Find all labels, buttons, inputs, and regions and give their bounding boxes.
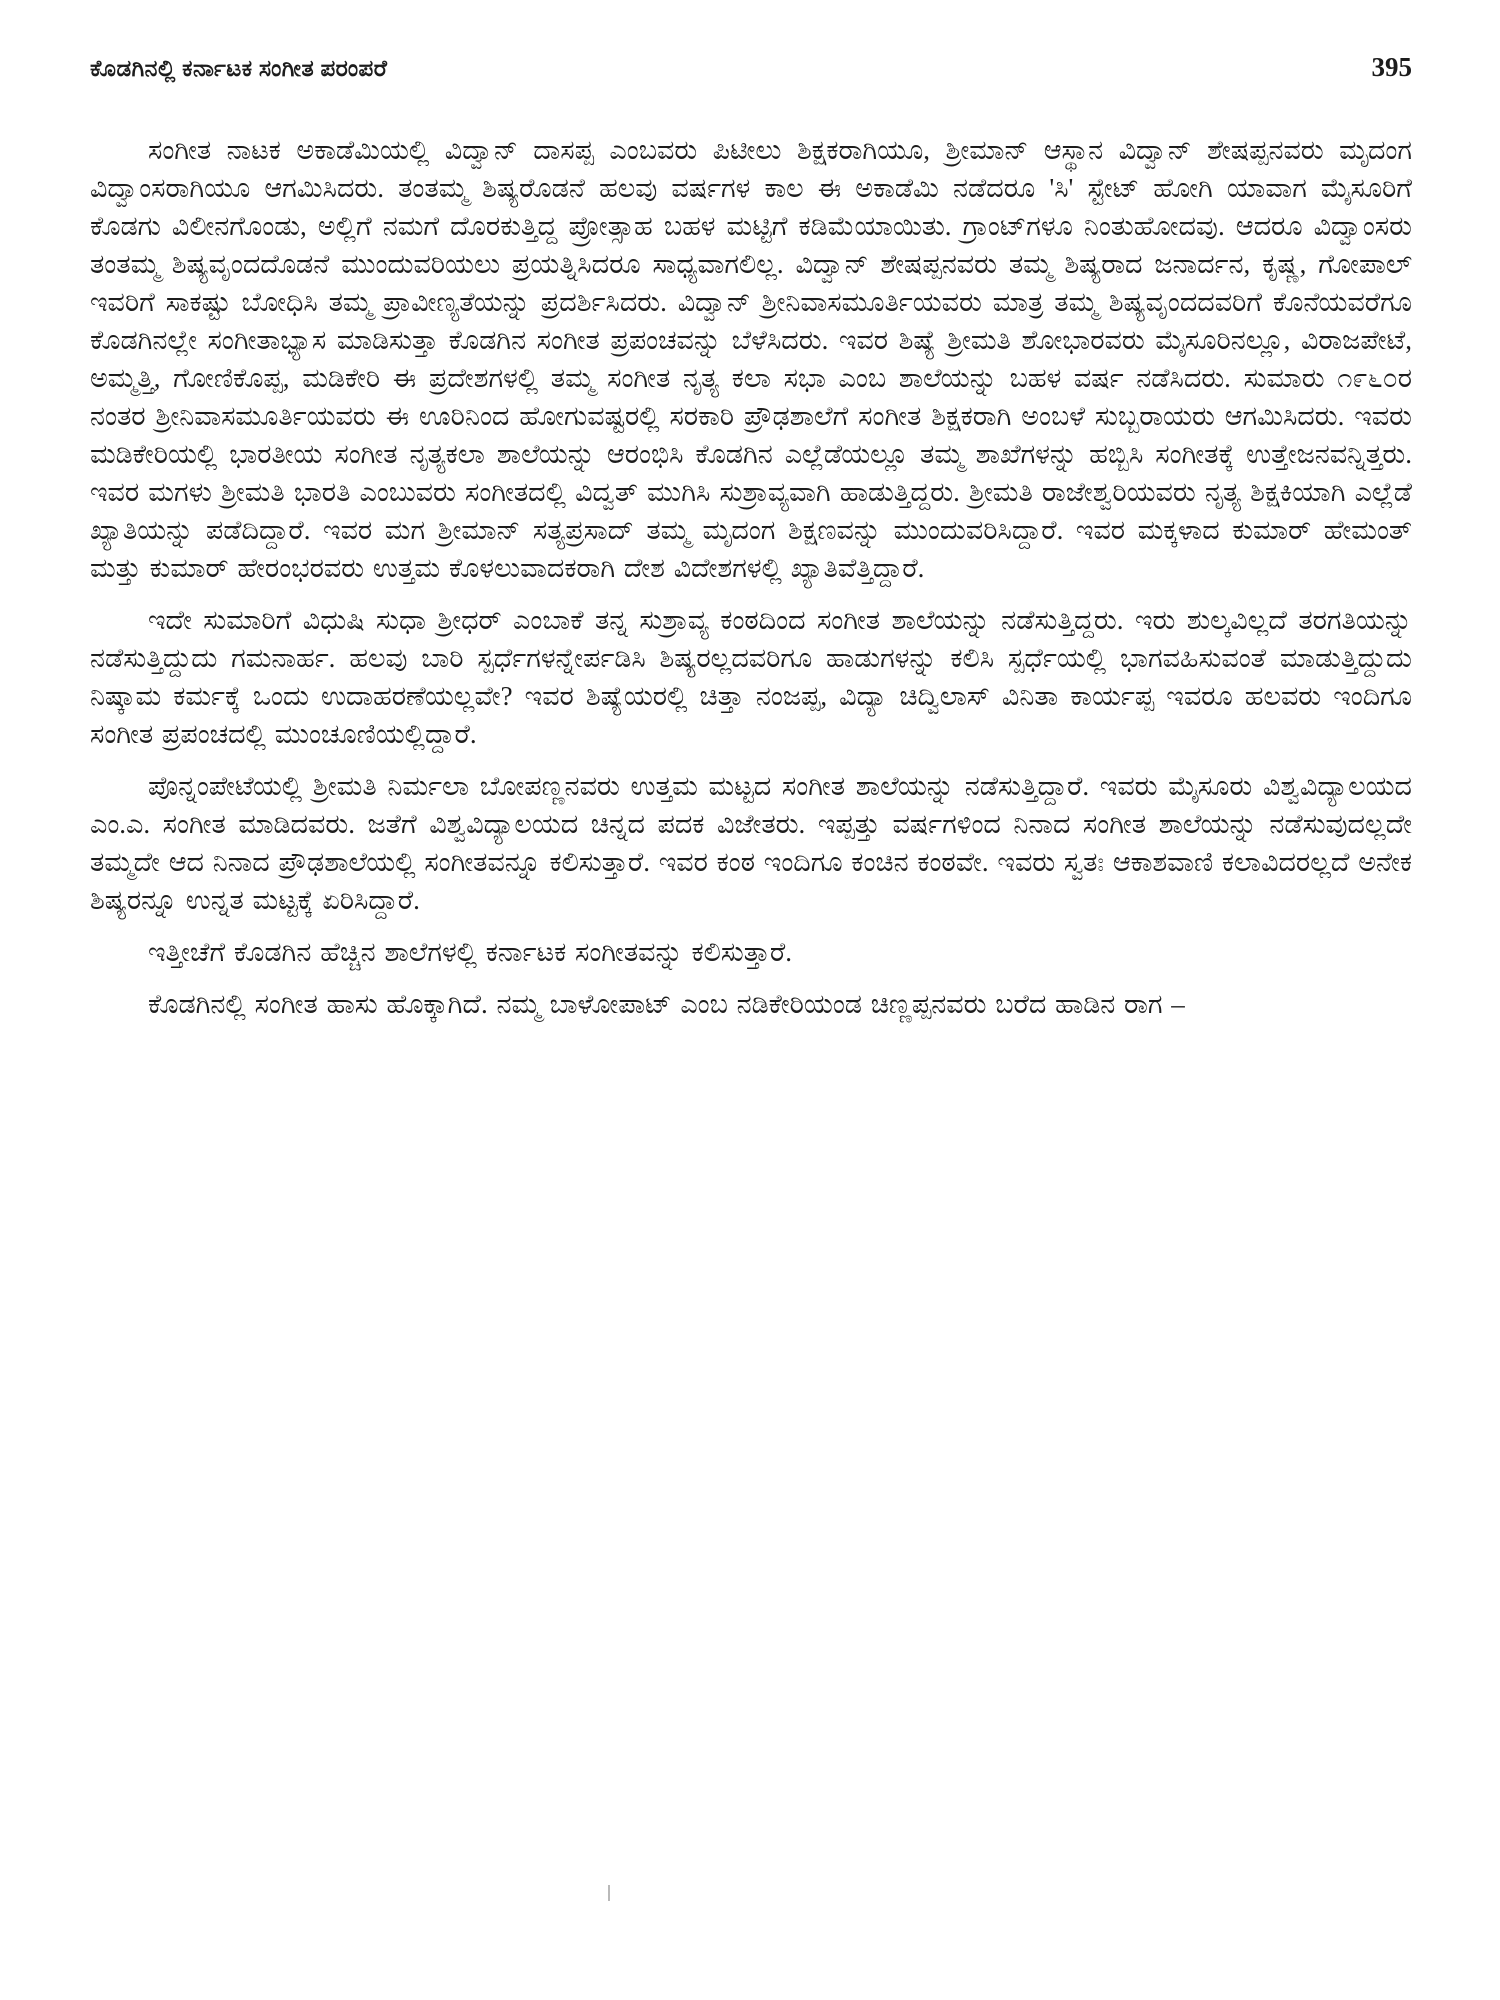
page-number: 395: [1371, 52, 1412, 82]
paragraph: ಕೊಡಗಿನಲ್ಲಿ ಸಂಗೀತ ಹಾಸು ಹೊಕ್ಕಾಗಿದೆ. ನಮ್ಮ ಬಾಳೋಪಾಟ್ ಎಂಬ ನಡಿಕೇರಿಯಂಡ ಚಿಣ್ಣಪ್ಪನವರು ಬರೆದ ಹಾಡಿನ ರಾಗ –: [148, 989, 1185, 1019]
paragraph: ಇದೇ ಸುಮಾರಿಗೆ ವಿಧುಷಿ ಸುಧಾ ಶ್ರೀಧರ್ ಎಂಬಾಕೆ ತನ್ನ ಸುಶ್ರಾವ್ಯ ಕಂಠದಿಂದ ಸಂಗೀತ ಶಾಲೆಯನ್ನು ನಡೆಸುತ್ತಿದ್ದರು. ಇರು ಶುಲ್ಕವಿಲ್ಲದೆ ತರಗತಿಯನ್ನು ನಡೆಸುತ್ತಿದ್ದುದು ಗಮನಾರ್ಹ. ಹಲವು ಬಾರಿ ಸ್ಪರ್ಧೆಗಳನ್ನೇರ್ಪಡಿಸಿ ಶಿಷ್ಯರಲ್ಲದವರಿಗೂ ಹಾಡುಗಳನ್ನು ಕಲಿಸಿ ಸ್ಪರ್ಧೆಯಲ್ಲಿ ಭಾಗವಹಿಸುವಂತೆ ಮಾಡುತ್ತಿದ್ದುದು ನಿಷ್ಕಾಮ ಕರ್ಮಕ್ಕೆ ಒಂದು ಉದಾಹರಣೆಯಲ್ಲವೇ? ಇವರ ಶಿಷ್ಯೆಯರಲ್ಲಿ ಚಿತ್ತಾ ನಂಜಪ್ಪ, ವಿದ್ಯಾ ಚಿದ್ವಿಲಾಸ್ ವಿನಿತಾ ಕಾರ್ಯಪ್ಪ ಇವರೂ ಹಲವರು ಇಂದಿಗೂ ಸಂಗೀತ ಪ್ರಪಂಚದಲ್ಲಿ ಮುಂಚೂಣಿಯಲ್ಲಿದ್ದಾರೆ.: [90, 605, 1412, 749]
running-title: ಕೊಡಗಿನಲ್ಲಿ ಕರ್ನಾಟಕ ಸಂಗೀತ ಪರಂಪರೆ: [90, 56, 388, 81]
paragraph: ಸಂಗೀತ ನಾಟಕ ಅಕಾಡೆಮಿಯಲ್ಲಿ ವಿದ್ವಾನ್ ದಾಸಪ್ಪ ಎಂಬವರು ಪಿಟೀಲು ಶಿಕ್ಷಕರಾಗಿಯೂ, ಶ್ರೀಮಾನ್ ಆಸ್ಥಾನ ವಿದ್ವಾನ್ ಶೇಷಪ್ಪನವರು ಮೃದಂಗ ವಿದ್ವಾಂಸರಾಗಿಯೂ ಆಗಮಿಸಿದರು. ತಂತಮ್ಮ ಶಿಷ್ಯರೊಡನೆ ಹಲವು ವರ್ಷಗಳ ಕಾಲ ಈ ಅಕಾಡೆಮಿ ನಡೆದರೂ 'ಸಿ' ಸ್ಟೇಟ್ ಹೋಗಿ ಯಾವಾಗ ಮೈಸೂರಿಗೆ ಕೊಡಗು ವಿಲೀನಗೊಂಡು, ಅಲ್ಲಿಗೆ ನಮಗೆ ದೊರಕುತ್ತಿದ್ದ ಪ್ರೋತ್ಸಾಹ ಬಹಳ ಮಟ್ಟಿಗೆ ಕಡಿಮೆಯಾಯಿತು. ಗ್ರಾಂಟ್‌ಗಳೂ ನಿಂತುಹೋದವು. ಆದರೂ ವಿದ್ವಾಂಸರು ತಂತಮ್ಮ ಶಿಷ್ಯವೃಂದದೊಡನೆ ಮುಂದುವರಿಯಲು ಪ್ರಯತ್ನಿಸಿದರೂ ಸಾಧ್ಯವಾಗಲಿಲ್ಲ. ವಿದ್ವಾನ್ ಶೇಷಪ್ಪನವರು ತಮ್ಮ ಶಿಷ್ಯರಾದ ಜನಾರ್ದನ, ಕೃಷ್ಣ, ಗೋಪಾಲ್ ಇವರಿಗೆ ಸಾಕಷ್ಟು ಬೋಧಿಸಿ ತಮ್ಮ ಪ್ರಾವೀಣ್ಯತೆಯನ್ನು ಪ್ರದರ್ಶಿಸಿದರು. ವಿದ್ವಾನ್ ಶ್ರೀನಿವಾಸಮೂರ್ತಿಯವರು ಮಾತ್ರ ತಮ್ಮ ಶಿಷ್ಯವೃಂದದವರಿಗೆ ಕೊನೆಯವರೆಗೂ ಕೊಡಗಿನಲ್ಲೇ ಸಂಗೀತಾಭ್ಯಾಸ ಮಾಡಿಸುತ್ತಾ ಕೊಡಗಿನ ಸಂಗೀತ ಪ್ರಪಂಚವನ್ನು ಬೆಳೆಸಿದರು. ಇವರ ಶಿಷ್ಯೆ ಶ್ರೀಮತಿ ಶೋಭಾರವರು ಮೈಸೂರಿನಲ್ಲೂ, ವಿರಾಜಪೇಟೆ, ಅಮ್ಮತ್ತಿ, ಗೋಣಿಕೊಪ್ಪ, ಮಡಿಕೇರಿ ಈ ಪ್ರದೇಶಗಳಲ್ಲಿ ತಮ್ಮ ಸಂಗೀತ ನೃತ್ಯ ಕಲಾ ಸಭಾ ಎಂಬ ಶಾಲೆಯನ್ನು ಬಹಳ ವರ್ಷ ನಡೆಸಿದರು. ಸುಮಾರು ೧೯೬೦ರ ನಂತರ ಶ್ರೀನಿವಾಸಮೂರ್ತಿಯವರು ಈ ಊರಿನಿಂದ ಹೋಗುವಷ್ಟರಲ್ಲಿ ಸರಕಾರಿ ಪ್ರೌಢಶಾಲೆಗೆ ಸಂಗೀತ ಶಿಕ್ಷಕರಾಗಿ ಅಂಬಳೆ ಸುಬ್ಬರಾಯರು ಆಗಮಿಸಿದರು. ಇವರು ಮಡಿಕೇರಿಯಲ್ಲಿ ಭಾರತೀಯ ಸಂಗೀತ ನೃತ್ಯಕಲಾ ಶಾಲೆಯನ್ನು ಆರಂಭಿಸಿ ಕೊಡಗಿನ ಎಲ್ಲೆಡೆಯಲ್ಲೂ ತಮ್ಮ ಶಾಖೆಗಳನ್ನು ಹಬ್ಬಿಸಿ ಸಂಗೀತಕ್ಕೆ ಉತ್ತೇಜನವನ್ನಿತ್ತರು. ಇವರ ಮಗಳು ಶ್ರೀಮತಿ ಭಾರತಿ ಎಂಬುವರು ಸಂಗೀತದಲ್ಲಿ ವಿದ್ವತ್ ಮುಗಿಸಿ ಸುಶ್ರಾವ್ಯವಾಗಿ ಹಾಡುತ್ತಿದ್ದರು. ಶ್ರೀಮತಿ ರಾಜೇಶ್ವರಿಯವರು ನೃತ್ಯ ಶಿಕ್ಷಕಿಯಾಗಿ ಎಲ್ಲೆಡೆ ಖ್ಯಾತಿಯನ್ನು ಪಡೆದಿದ್ದಾರೆ. ಇವರ ಮಗ ಶ್ರೀಮಾನ್ ಸತ್ಯಪ್ರಸಾದ್ ತಮ್ಮ ಮೃದಂಗ ಶಿಕ್ಷಣವನ್ನು ಮುಂದುವರಿಸಿದ್ದಾರೆ. ಇವರ ಮಕ್ಕಳಾದ ಕುಮಾರ್ ಹೇಮಂತ್ ಮತ್ತು ಕುಮಾರ್ ಹೇರಂಭರವರು ಉತ್ತಮ ಕೊಳಲುವಾದಕರಾಗಿ ದೇಶ ವಿದೇಶಗಳಲ್ಲಿ ಖ್ಯಾತಿವೆತ್ತಿದ್ದಾರೆ.: [90, 135, 1412, 583]
page-header: [90, 52, 1412, 83]
paragraph: ಇತ್ತೀಚೆಗೆ ಕೊಡಗಿನ ಹೆಚ್ಚಿನ ಶಾಲೆಗಳಲ್ಲಿ ಕರ್ನಾಟಕ ಸಂಗೀತವನ್ನು ಕಲಿಸುತ್ತಾರೆ.: [148, 937, 792, 967]
body-text: [90, 131, 1412, 1023]
scan-artifact: [608, 1885, 610, 1901]
paragraph: ಪೊನ್ನಂಪೇಟೆಯಲ್ಲಿ ಶ್ರೀಮತಿ ನಿರ್ಮಲಾ ಬೋಪಣ್ಣನವರು ಉತ್ತಮ ಮಟ್ಟದ ಸಂಗೀತ ಶಾಲೆಯನ್ನು ನಡೆಸುತ್ತಿದ್ದಾರೆ. ಇವರು ಮೈಸೂರು ವಿಶ್ವವಿದ್ಯಾಲಯದ ಎಂ.ಎ. ಸಂಗೀತ ಮಾಡಿದವರು. ಜತೆಗೆ ವಿಶ್ವವಿದ್ಯಾಲಯದ ಚಿನ್ನದ ಪದಕ ವಿಜೇತರು. ಇಪ್ಪತ್ತು ವರ್ಷಗಳಿಂದ ನಿನಾದ ಸಂಗೀತ ಶಾಲೆಯನ್ನು ನಡೆಸುವುದಲ್ಲದೇ ತಮ್ಮದೇ ಆದ ನಿನಾದ ಪ್ರೌಢಶಾಲೆಯಲ್ಲಿ ಸಂಗೀತವನ್ನೂ ಕಲಿಸುತ್ತಾರೆ. ಇವರ ಕಂಠ ಇಂದಿಗೂ ಕಂಚಿನ ಕಂಠವೇ. ಇವರು ಸ್ವತಃ ಆಕಾಶವಾಣಿ ಕಲಾವಿದರಲ್ಲದೆ ಅನೇಕ ಶಿಷ್ಯರನ್ನೂ ಉನ್ನತ ಮಟ್ಟಕ್ಕೆ ಏರಿಸಿದ್ದಾರೆ.: [90, 771, 1413, 915]
